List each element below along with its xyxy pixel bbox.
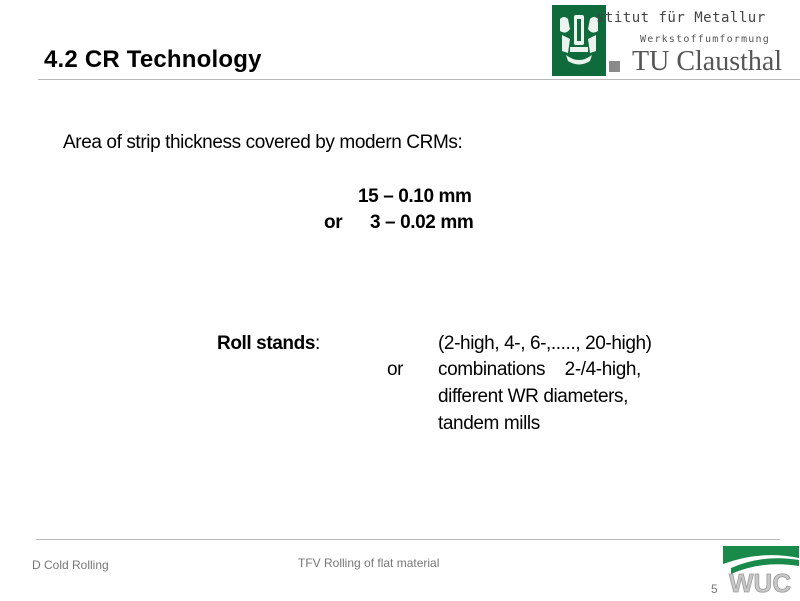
university-name: TU Clausthal bbox=[632, 46, 783, 77]
stands-line-4: tandem mills bbox=[438, 413, 540, 434]
university-square-mark bbox=[609, 61, 620, 72]
title-divider bbox=[38, 79, 800, 80]
thickness-range-1: 15 – 0.10 mm bbox=[358, 186, 472, 207]
stands-line-1: (2-high, 4-, 6-,....., 20-high) bbox=[438, 333, 652, 354]
page-number: 5 bbox=[711, 582, 718, 596]
stands-line-2: combinations 2-/4-high, bbox=[438, 359, 641, 380]
footer-divider bbox=[36, 539, 780, 540]
intro-text: Area of strip thickness covered by modern CRMs: bbox=[63, 132, 463, 153]
footer-course: TFV Rolling of flat material bbox=[298, 556, 440, 570]
wuc-logo bbox=[723, 546, 799, 596]
wuc-logo-icon bbox=[723, 546, 799, 596]
footer-section: D Cold Rolling bbox=[32, 558, 109, 572]
roll-stands-label: Roll stands bbox=[217, 333, 316, 354]
or-label-2: or bbox=[387, 359, 404, 380]
thickness-range-2: 3 – 0.02 mm bbox=[370, 212, 474, 233]
wuc-logo-text: WUC bbox=[729, 568, 792, 596]
stands-line-3: different WR diameters, bbox=[438, 386, 629, 407]
roll-stands-colon: : bbox=[315, 333, 320, 354]
institute-subtitle: Werkstoffumformung bbox=[640, 34, 770, 45]
or-label-1: or bbox=[324, 212, 343, 233]
slide-title: 4.2 CR Technology bbox=[44, 46, 262, 73]
institute-name: stitut für Metallur bbox=[596, 10, 766, 26]
roll-stands-heading bbox=[217, 333, 320, 355]
